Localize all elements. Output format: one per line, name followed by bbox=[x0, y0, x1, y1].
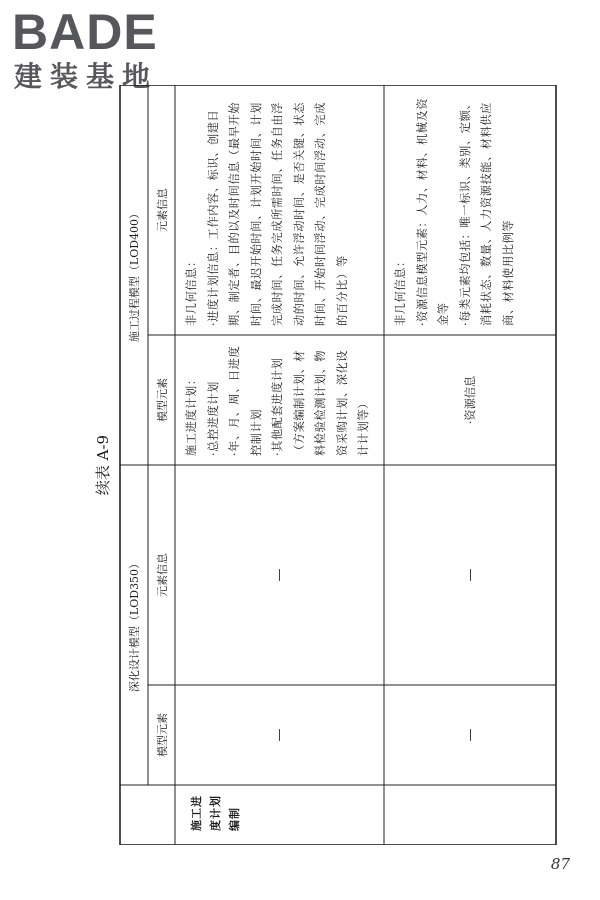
logo-wordmark: BADE bbox=[12, 4, 158, 60]
row1-lod400-element-info bbox=[175, 85, 384, 335]
logo-subtitle: 建装基地 bbox=[14, 60, 159, 93]
row-label-schedule: 施工进度计划编制 bbox=[190, 795, 241, 831]
text-line: ·进度计划信息：工作内容、标识、创建日期、制定者、目的以及时间信息（最早开始时间、最迟开始时间、计划开始时间、计划完成时间、任务完成所需时间、任务自由浮动的时间、允许浮动时间、是否关键、状态时间、开始时间浮动、完成时间浮动、完成的百分比）等 bbox=[206, 102, 349, 326]
rotated-table-page bbox=[92, 85, 557, 845]
lod400-group-header: 施工过程模型（LOD400） bbox=[128, 207, 141, 343]
text-line: ·总控进度计划 bbox=[206, 381, 220, 456]
row2-lod350-element-info: — bbox=[462, 568, 478, 582]
bade-logo bbox=[12, 6, 182, 96]
text-line: ·年、月、周、日进度控制计划 bbox=[228, 345, 263, 456]
row2-lod400-model-elements: ·资源信息 bbox=[464, 375, 477, 425]
text-line: 非几何信息： bbox=[394, 255, 407, 326]
row1-lod400-model-elements bbox=[175, 335, 384, 465]
row1-lod350-model-elements: — bbox=[272, 728, 287, 742]
row1-lod350-element-info: — bbox=[272, 568, 287, 582]
row2-lod350-model-elements: — bbox=[462, 728, 478, 742]
text-line: ·资源信息模型元素：人力、材料、机械及资金等 bbox=[415, 97, 450, 326]
text-line: 非几何信息： bbox=[185, 255, 198, 326]
lod350-model-elements-header: 模型元素 bbox=[155, 713, 169, 757]
text-line: ·每类元素均包括：唯一标识、类别、定额、消耗状态、数量、人力资源技能、材料供应商、材料使用比例等 bbox=[458, 97, 515, 326]
lod350-element-info-header: 元素信息 bbox=[155, 553, 169, 597]
lod350-group-header: 深化设计模型（LOD350） bbox=[128, 557, 141, 693]
lod400-model-elements-header: 模型元素 bbox=[155, 378, 169, 422]
text-line: 施工进度计划： bbox=[185, 373, 198, 456]
lod400-element-info-header: 元素信息 bbox=[155, 188, 169, 232]
table-caption: 续表 A-9 bbox=[94, 434, 112, 496]
page-number: 87 bbox=[550, 855, 570, 873]
row2-lod400-element-info bbox=[384, 85, 556, 335]
text-line: ·其他配套进度计划（方案编制计划、材料检验检测计划、物资采购计划、深化设计计划等） bbox=[271, 349, 370, 456]
